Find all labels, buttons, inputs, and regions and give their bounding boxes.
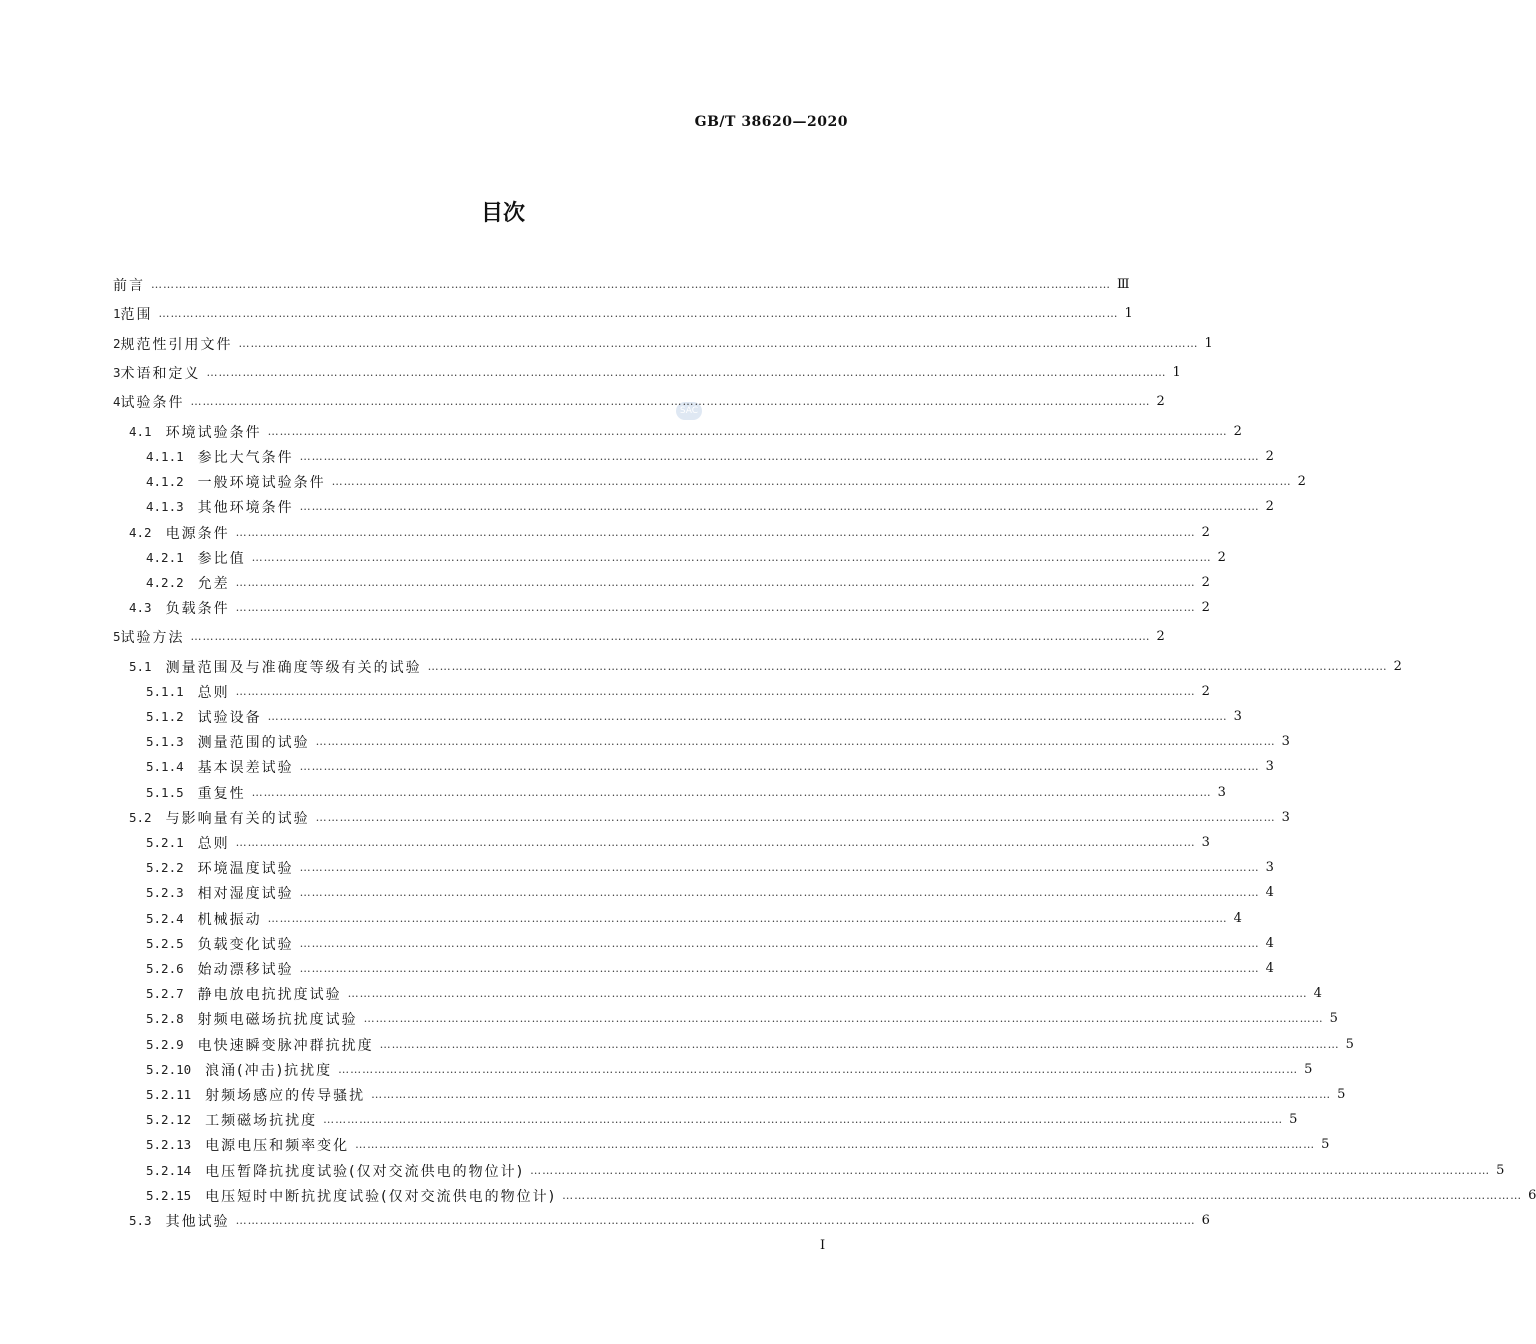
dot-leader — [300, 861, 1260, 874]
toc-entry[interactable] — [113, 1158, 1505, 1183]
toc-entry-label: 参比大气条件 — [197, 449, 294, 466]
title-text: 目次 — [480, 201, 525, 226]
toc-entry[interactable] — [113, 444, 1274, 469]
page-title — [0, 196, 950, 227]
toc-entry-number: 1 — [113, 306, 121, 321]
dot-leader — [332, 475, 1292, 488]
toc-entry-number: 5.2.15 — [146, 1188, 192, 1203]
dot-leader — [300, 450, 1260, 463]
toc-entry-label: 试验设备 — [197, 709, 262, 726]
toc-entry[interactable] — [113, 981, 1322, 1006]
toc-entry-label: 范围 — [120, 306, 153, 323]
toc-entry-number: 5.1.5 — [146, 785, 184, 800]
dot-leader — [239, 337, 1199, 350]
toc-entry-page: 2 — [1393, 659, 1402, 674]
toc-entry-number: 3 — [113, 365, 121, 380]
toc-entry[interactable] — [113, 654, 1402, 679]
toc-entry-page: 3 — [1233, 709, 1242, 724]
toc-entry-label: 负载条件 — [165, 600, 230, 617]
toc-entry-number: 5.1.1 — [146, 684, 184, 699]
toc-entry-page: 4 — [1265, 961, 1274, 976]
toc-entry-page: 1 — [1124, 306, 1133, 321]
toc-entry[interactable] — [113, 570, 1210, 595]
toc-entry[interactable] — [113, 956, 1274, 981]
toc-entry-number: 4.1.2 — [146, 474, 184, 489]
dot-leader — [236, 526, 1196, 539]
toc-entry-number: 5.2.14 — [146, 1163, 192, 1178]
dot-leader — [355, 1138, 1315, 1151]
toc-entry-number: 4 — [113, 394, 121, 409]
toc-entry-label: 试验条件 — [120, 394, 185, 411]
toc-entry-number: 5.1.4 — [146, 759, 184, 774]
toc-entry[interactable] — [113, 331, 1213, 356]
dot-leader — [236, 601, 1196, 614]
toc-entry-label: 前言 — [113, 277, 145, 294]
toc-entry-number: 5.2.9 — [146, 1037, 184, 1052]
toc-entry-number: 5.2.10 — [146, 1062, 192, 1077]
toc-entry-label: 总则 — [197, 684, 230, 701]
toc-entry[interactable] — [113, 1183, 1536, 1208]
toc-entry[interactable] — [113, 805, 1290, 830]
footer-page-number: Ⅰ — [820, 1238, 826, 1253]
toc-entry-number: 5.2.5 — [146, 936, 184, 951]
dot-leader — [300, 962, 1260, 975]
toc-entry-label: 术语和定义 — [120, 365, 201, 382]
toc-entry-label: 射频电磁场抗扰度试验 — [197, 1011, 358, 1028]
toc-entry-number: 5.2.4 — [146, 911, 184, 926]
toc-entry-page: 5 — [1496, 1163, 1505, 1178]
toc-entry[interactable] — [113, 1057, 1313, 1082]
toc-entry[interactable] — [113, 419, 1242, 444]
toc-entry-page: 4 — [1313, 986, 1322, 1001]
toc-entry[interactable] — [113, 469, 1306, 494]
toc-entry-label: 静电放电抗扰度试验 — [197, 986, 342, 1003]
dot-leader — [300, 937, 1260, 950]
toc-entry-page: 5 — [1337, 1087, 1346, 1102]
toc-entry-label: 其他环境条件 — [197, 499, 294, 516]
dot-leader — [316, 811, 1276, 824]
toc-entry-label: 一般环境试验条件 — [197, 474, 326, 491]
toc-entry-label: 负载变化试验 — [197, 936, 294, 953]
toc-entry[interactable] — [113, 704, 1242, 729]
toc-entry-page: 2 — [1201, 575, 1210, 590]
toc-entry-number: 5.2.7 — [146, 986, 184, 1001]
toc-entry[interactable] — [113, 1082, 1346, 1107]
dot-leader — [268, 425, 1228, 438]
toc-entry-number: 5.2.2 — [146, 860, 184, 875]
toc-entry-page: Ⅲ — [1117, 277, 1130, 292]
toc-entry[interactable] — [113, 520, 1210, 545]
toc-entry-label: 规范性引用文件 — [120, 336, 233, 353]
toc-entry-label: 试验方法 — [120, 629, 185, 646]
toc-entry-label: 允差 — [197, 575, 230, 592]
toc-entry[interactable] — [113, 830, 1210, 855]
toc-entry-label: 基本误差试验 — [197, 759, 294, 776]
toc-entry-label: 重复性 — [197, 785, 246, 802]
toc-entry[interactable] — [113, 1132, 1330, 1157]
toc-entry-number: 5.2.11 — [146, 1087, 192, 1102]
toc-entry-page: 4 — [1265, 936, 1274, 951]
toc-entry-label: 环境温度试验 — [197, 860, 294, 877]
toc-entry-number: 4.2 — [129, 525, 152, 540]
toc-entry-number: 5 — [113, 629, 121, 644]
toc-entry-page: 2 — [1201, 684, 1210, 699]
toc-entry-page: 2 — [1156, 394, 1165, 409]
toc-entry-label: 电快速瞬变脉冲群抗扰度 — [197, 1037, 374, 1054]
toc-entry-label: 总则 — [197, 835, 230, 852]
toc-entry[interactable] — [113, 906, 1242, 931]
dot-leader — [236, 576, 1196, 589]
toc-entry-page: 3 — [1265, 860, 1274, 875]
dot-leader — [316, 735, 1276, 748]
dot-leader — [207, 366, 1167, 379]
watermark-logo: SAC — [676, 402, 702, 420]
toc-entry-page: 2 — [1201, 525, 1210, 540]
toc-entry-page: 2 — [1297, 474, 1306, 489]
toc-entry-page: 2 — [1233, 424, 1242, 439]
toc-entry-page: 2 — [1201, 600, 1210, 615]
toc-entry[interactable] — [113, 1006, 1338, 1031]
toc-entry-page: 2 — [1265, 449, 1274, 464]
dot-leader — [530, 1164, 1490, 1177]
dot-leader — [252, 786, 1212, 799]
toc-entry-page: 6 — [1528, 1188, 1536, 1203]
toc-entry[interactable] — [113, 729, 1290, 754]
toc-entry[interactable] — [113, 301, 1133, 326]
toc-entry[interactable] — [113, 1107, 1298, 1132]
toc-entry[interactable] — [113, 595, 1210, 620]
toc-entry-label: 其他试验 — [165, 1213, 230, 1230]
dot-leader — [338, 1063, 1298, 1076]
toc-entry-page: 3 — [1281, 810, 1290, 825]
dot-leader — [191, 630, 1151, 643]
toc-entry-label: 测量范围及与准确度等级有关的试验 — [165, 659, 422, 676]
toc-entry-number: 5.1.3 — [146, 734, 184, 749]
toc-entry-number: 5.2.1 — [146, 835, 184, 850]
toc-entry-page: 5 — [1329, 1011, 1338, 1026]
dot-leader — [380, 1038, 1340, 1051]
dot-leader — [236, 685, 1196, 698]
dot-leader — [300, 500, 1260, 513]
toc-entry-number: 5.2.13 — [146, 1137, 192, 1152]
dot-leader — [236, 836, 1196, 849]
toc-entry-page: 2 — [1156, 629, 1165, 644]
toc-entry[interactable] — [113, 754, 1274, 779]
toc-entry-number: 5.1 — [129, 659, 152, 674]
toc-entry-page: 3 — [1281, 734, 1290, 749]
dot-leader — [300, 760, 1260, 773]
toc-entry-page: 5 — [1304, 1062, 1313, 1077]
toc-entry-number: 5.2.12 — [146, 1112, 192, 1127]
toc-entry[interactable] — [113, 494, 1274, 519]
toc-entry-number: 5.2.6 — [146, 961, 184, 976]
toc-entry-number: 4.1.1 — [146, 449, 184, 464]
toc-entry-page: 6 — [1201, 1213, 1210, 1228]
toc-entry-label: 始动漂移试验 — [197, 961, 294, 978]
toc-entry[interactable] — [113, 780, 1226, 805]
dot-leader — [151, 278, 1111, 291]
toc-entry-page: 2 — [1217, 550, 1226, 565]
toc-entry-number: 5.3 — [129, 1213, 152, 1228]
toc-entry-page: 3 — [1265, 759, 1274, 774]
toc-entry-number: 4.1.3 — [146, 499, 184, 514]
toc-entry[interactable] — [113, 360, 1181, 385]
dot-leader — [323, 1113, 1283, 1126]
toc-entry-number: 4.1 — [129, 424, 152, 439]
toc-entry-label: 机械振动 — [197, 911, 262, 928]
toc-entry-label: 参比值 — [197, 550, 246, 567]
toc-entry-page: 5 — [1345, 1037, 1354, 1052]
toc-entry-number: 2 — [113, 336, 121, 351]
dot-leader — [252, 551, 1212, 564]
toc-entry-page: 5 — [1321, 1137, 1330, 1152]
toc-entry-number: 5.2 — [129, 810, 152, 825]
dot-leader — [268, 710, 1228, 723]
dot-leader — [371, 1088, 1331, 1101]
toc-entry-page: 2 — [1265, 499, 1274, 514]
toc-entry-page: 4 — [1233, 911, 1242, 926]
standard-code: GB/T 38620—2020 — [694, 114, 848, 130]
dot-leader — [428, 660, 1388, 673]
toc-entry-page: 4 — [1265, 885, 1274, 900]
toc-entry-label: 相对湿度试验 — [197, 885, 294, 902]
toc-entry-label: 浪涌(冲击)抗扰度 — [205, 1062, 333, 1079]
toc-entry-number: 4.2.1 — [146, 550, 184, 565]
dot-leader — [159, 307, 1119, 320]
toc-entry-label: 射频场感应的传导骚扰 — [205, 1087, 366, 1104]
dot-leader — [348, 987, 1308, 1000]
toc-entry-page: 5 — [1289, 1112, 1298, 1127]
toc-entry[interactable] — [113, 272, 1130, 297]
toc-entry[interactable] — [113, 389, 1165, 414]
toc-entry-page: 1 — [1172, 365, 1181, 380]
toc-entry-number: 5.2.3 — [146, 885, 184, 900]
toc-entry-label: 电源条件 — [165, 525, 230, 542]
toc-entry-label: 与影响量有关的试验 — [165, 810, 310, 827]
toc-entry-label: 测量范围的试验 — [197, 734, 310, 751]
toc-entry-label: 电压短时中断抗扰度试验(仅对交流供电的物位计) — [205, 1188, 557, 1205]
dot-leader — [191, 395, 1151, 408]
toc-entry-number: 5.2.8 — [146, 1011, 184, 1026]
toc-entry[interactable] — [113, 1208, 1210, 1233]
toc-entry-label: 电压暂降抗扰度试验(仅对交流供电的物位计) — [205, 1163, 525, 1180]
toc-entry[interactable] — [113, 931, 1274, 956]
toc-entry-label: 环境试验条件 — [165, 424, 262, 441]
dot-leader — [300, 886, 1260, 899]
toc-entry-number: 4.3 — [129, 600, 152, 615]
toc-entry-page: 1 — [1204, 336, 1213, 351]
toc-entry[interactable] — [113, 624, 1165, 649]
toc-entry[interactable] — [113, 1032, 1354, 1057]
toc-entry-label: 工频磁场抗扰度 — [205, 1112, 318, 1129]
dot-leader — [268, 912, 1228, 925]
toc-entry[interactable] — [113, 679, 1210, 704]
toc-entry-page: 3 — [1201, 835, 1210, 850]
toc-entry-number: 4.2.2 — [146, 575, 184, 590]
dot-leader — [364, 1012, 1324, 1025]
toc-entry[interactable] — [113, 880, 1274, 905]
toc-entry-label: 电源电压和频率变化 — [205, 1137, 350, 1154]
toc-entry-number: 5.1.2 — [146, 709, 184, 724]
dot-leader — [562, 1189, 1522, 1202]
toc-entry[interactable] — [113, 855, 1274, 880]
toc-entry[interactable] — [113, 545, 1226, 570]
dot-leader — [236, 1214, 1196, 1227]
toc-entry-page: 3 — [1217, 785, 1226, 800]
